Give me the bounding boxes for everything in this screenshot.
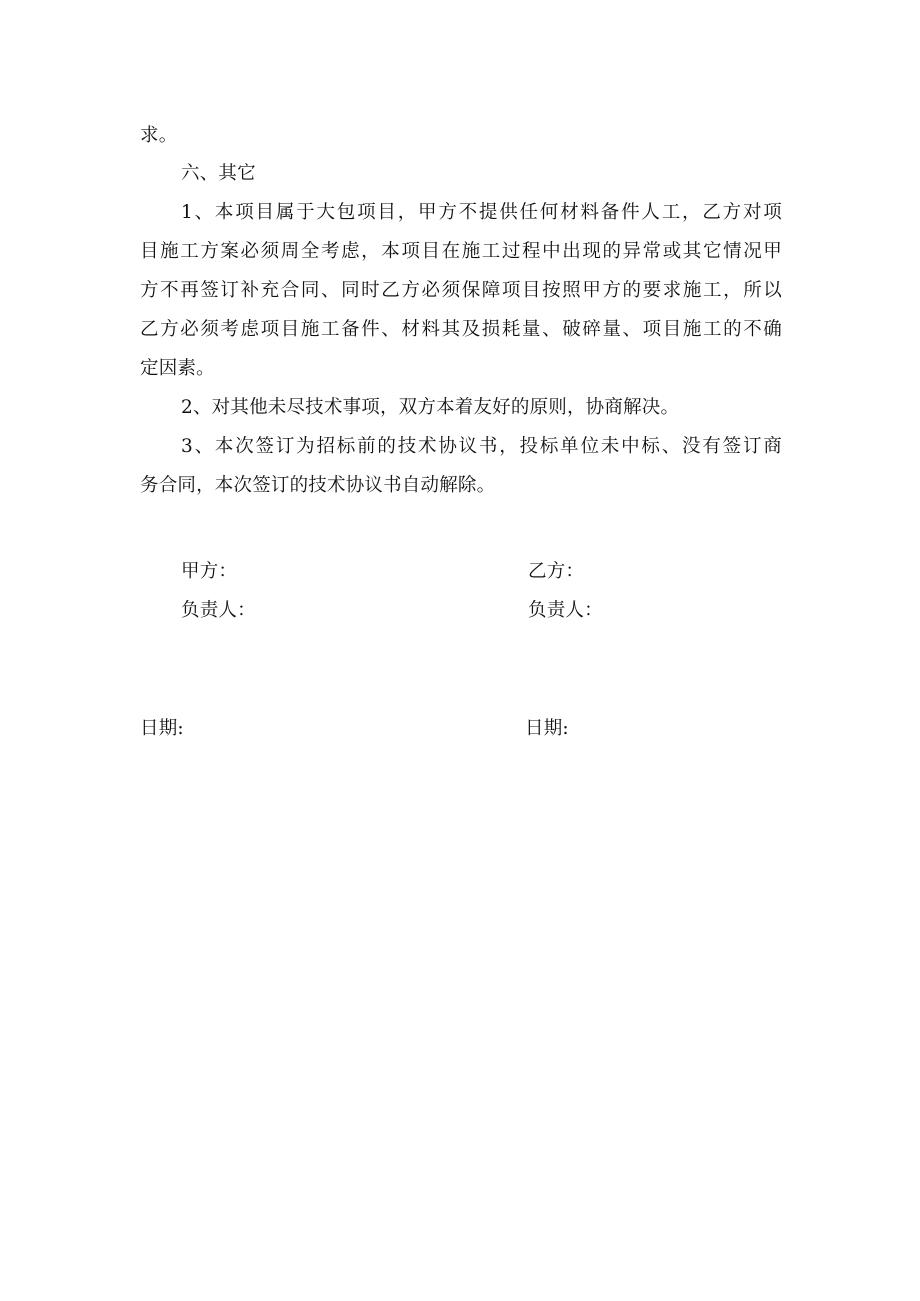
party-b-person-label: 负责人： xyxy=(528,600,603,621)
party-a-label: 甲方： xyxy=(181,561,238,582)
party-b-label: 乙方： xyxy=(528,561,585,582)
item1-line1: 1、本项目属于大包项目，甲方不提供任何材料备件人工，乙方对项 xyxy=(181,202,782,223)
item2-line1: 2、对其他未尽技术事项，双方本着友好的原则，协商解决。 xyxy=(181,397,680,418)
item3-line1: 3、本次签订为招标前的技术协议书，投标单位未中标、没有签订商 xyxy=(181,436,782,457)
section-heading: 六、其它 xyxy=(181,163,256,184)
item1-line2: 目施工方案必须周全考虑，本项目在施工过程中出现的异常或其它情况甲 xyxy=(140,241,782,262)
item1-line4: 乙方必须考虑项目施工备件、材料其及损耗量、破碎量、项目施工的不确 xyxy=(140,319,782,340)
item3-line2: 务合同，本次签订的技术协议书自动解除。 xyxy=(140,475,496,496)
continuation-line: 求。 xyxy=(140,125,178,146)
party-a-person-label: 负责人： xyxy=(181,600,256,621)
item1-line5: 定因素。 xyxy=(140,358,215,379)
party-a-date-label: 日期: xyxy=(140,718,184,739)
item1-line3: 方不再签订补充合同、同时乙方必须保障项目按照甲方的要求施工，所以 xyxy=(140,280,782,301)
party-b-date-label: 日期: xyxy=(525,718,569,739)
